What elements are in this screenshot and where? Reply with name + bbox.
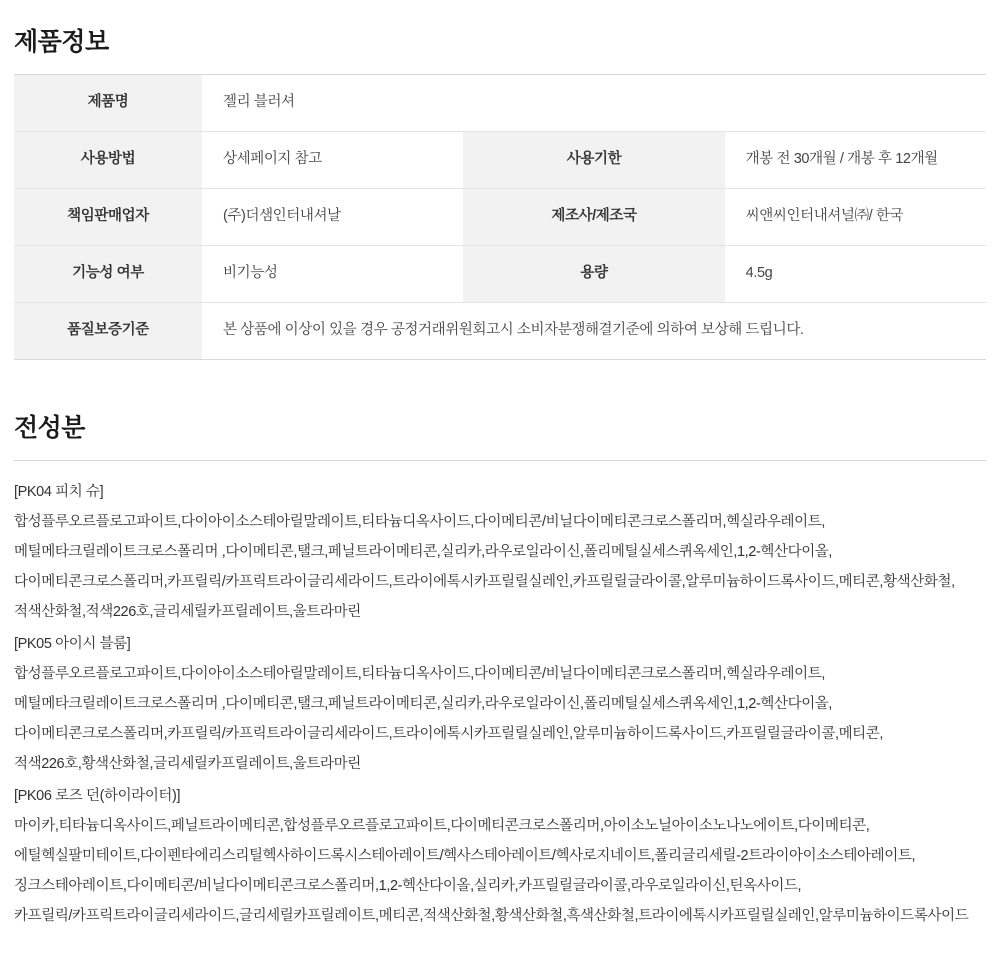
- row-label-product-name: 제품명: [14, 75, 202, 132]
- ingredient-shade-name: [PK05 아이시 블룸]: [14, 636, 131, 652]
- ingredients-list: [14, 460, 986, 931]
- row-label-volume: 용량: [463, 246, 724, 303]
- row-value-usage: 상세페이지 참고: [202, 132, 463, 189]
- ingredient-line: 카프릴릭/카프릭트라이글리세라이드,글리세릴카프릴레이트,메티콘,적색산화철,황색산화철,흑색산화철,트라이에톡시카프릴릴실레인,알루미늄하이드록사이드: [14, 908, 969, 924]
- row-value-expiry: 개봉 전 30개월 / 개봉 후 12개월: [725, 132, 986, 189]
- ingredient-line: 다이메티콘크로스폴리머,카프릴릭/카프릭트라이글리세라이드,트라이에톡시카프릴릴실레인,알루미늄하이드록사이드,카프릴릴글라이콜,메티콘,: [14, 726, 884, 742]
- ingredient-block: [14, 629, 986, 779]
- row-label-functional: 기능성 여부: [14, 246, 202, 303]
- ingredient-line: 적색226호,황색산화철,글리세릴카프릴레이트,울트라마린: [14, 756, 361, 772]
- ingredient-block: [14, 781, 986, 931]
- row-value-functional: 비기능성: [202, 246, 463, 303]
- table-row: [14, 189, 986, 246]
- ingredient-line: 다이메티콘크로스폴리머,카프릴릭/카프릭트라이글리세라이드,트라이에톡시카프릴릴실레인,카프릴릴글라이콜,알루미늄하이드록사이드,메티콘,황색산화철,: [14, 574, 955, 590]
- ingredient-line: 합성플루오르플로고파이트,다이아이소스테아릴말레이트,티타늄디옥사이드,다이메티콘/비닐다이메티콘크로스폴리머,헥실라우레이트,: [14, 514, 825, 530]
- row-label-seller: 책임판매업자: [14, 189, 202, 246]
- ingredient-line: 적색산화철,적색226호,글리세릴카프릴레이트,울트라마린: [14, 604, 361, 620]
- table-row: [14, 246, 986, 303]
- ingredient-line: 마이카,티타늄디옥사이드,페닐트라이메티콘,합성플루오르플로고파이트,다이메티콘크로스폴리머,아이소노닐아이소노나노에이트,다이메티콘,: [14, 818, 870, 834]
- row-label-expiry: 사용기한: [463, 132, 724, 189]
- row-value-manufacturer: 씨앤씨인터내셔널㈜/ 한국: [725, 189, 986, 246]
- row-label-manufacturer: 제조사/제조국: [463, 189, 724, 246]
- ingredient-line: 메틸메타크릴레이트크로스폴리머 ,다이메티콘,탤크,페닐트라이메티콘,실리카,라우로일라이신,폴리메틸실세스퀴옥세인,1,2-헥산다이올,: [14, 696, 833, 712]
- table-row: [14, 75, 986, 132]
- row-value-volume: 4.5g: [725, 246, 986, 303]
- row-value-product-name: 젤리 블러셔: [202, 75, 986, 132]
- ingredient-line: 에틸헥실팔미테이트,다이펜타에리스리틸헥사하이드록시스테아레이트/헥사스테아레이트/헥사로지네이트,폴리글리세릴-2트라이아이소스테아레이트,: [14, 848, 916, 864]
- table-row: [14, 132, 986, 189]
- product-info-table: [14, 74, 986, 360]
- ingredient-block: [14, 477, 986, 627]
- ingredient-line: 합성플루오르플로고파이트,다이아이소스테아릴말레이트,티타늄디옥사이드,다이메티콘/비닐다이메티콘크로스폴리머,헥실라우레이트,: [14, 666, 825, 682]
- ingredient-line: 징크스테아레이트,다이메티콘/비닐다이메티콘크로스폴리머,1,2-헥산다이올,실리카,카프릴릴글라이콜,라우로일라이신,틴옥사이드,: [14, 878, 802, 894]
- product-info-title: 제품정보: [14, 28, 109, 56]
- ingredient-shade-name: [PK04 피치 슈]: [14, 484, 104, 500]
- row-label-quality-warranty: 품질보증기준: [14, 303, 202, 360]
- ingredients-title: 전성분: [14, 414, 85, 442]
- table-row: [14, 303, 986, 360]
- ingredient-shade-name: [PK06 로즈 던(하이라이터)]: [14, 788, 181, 804]
- ingredient-line: 메틸메타크릴레이트크로스폴리머 ,다이메티콘,탤크,페닐트라이메티콘,실리카,라우로일라이신,폴리메틸실세스퀴옥세인,1,2-헥산다이올,: [14, 544, 833, 560]
- row-label-usage: 사용방법: [14, 132, 202, 189]
- row-value-seller: (주)더샘인터내셔날: [202, 189, 463, 246]
- row-value-quality-warranty: 본 상품에 이상이 있을 경우 공정거래위원회고시 소비자분쟁해결기준에 의하여 보상해 드립니다.: [202, 303, 986, 360]
